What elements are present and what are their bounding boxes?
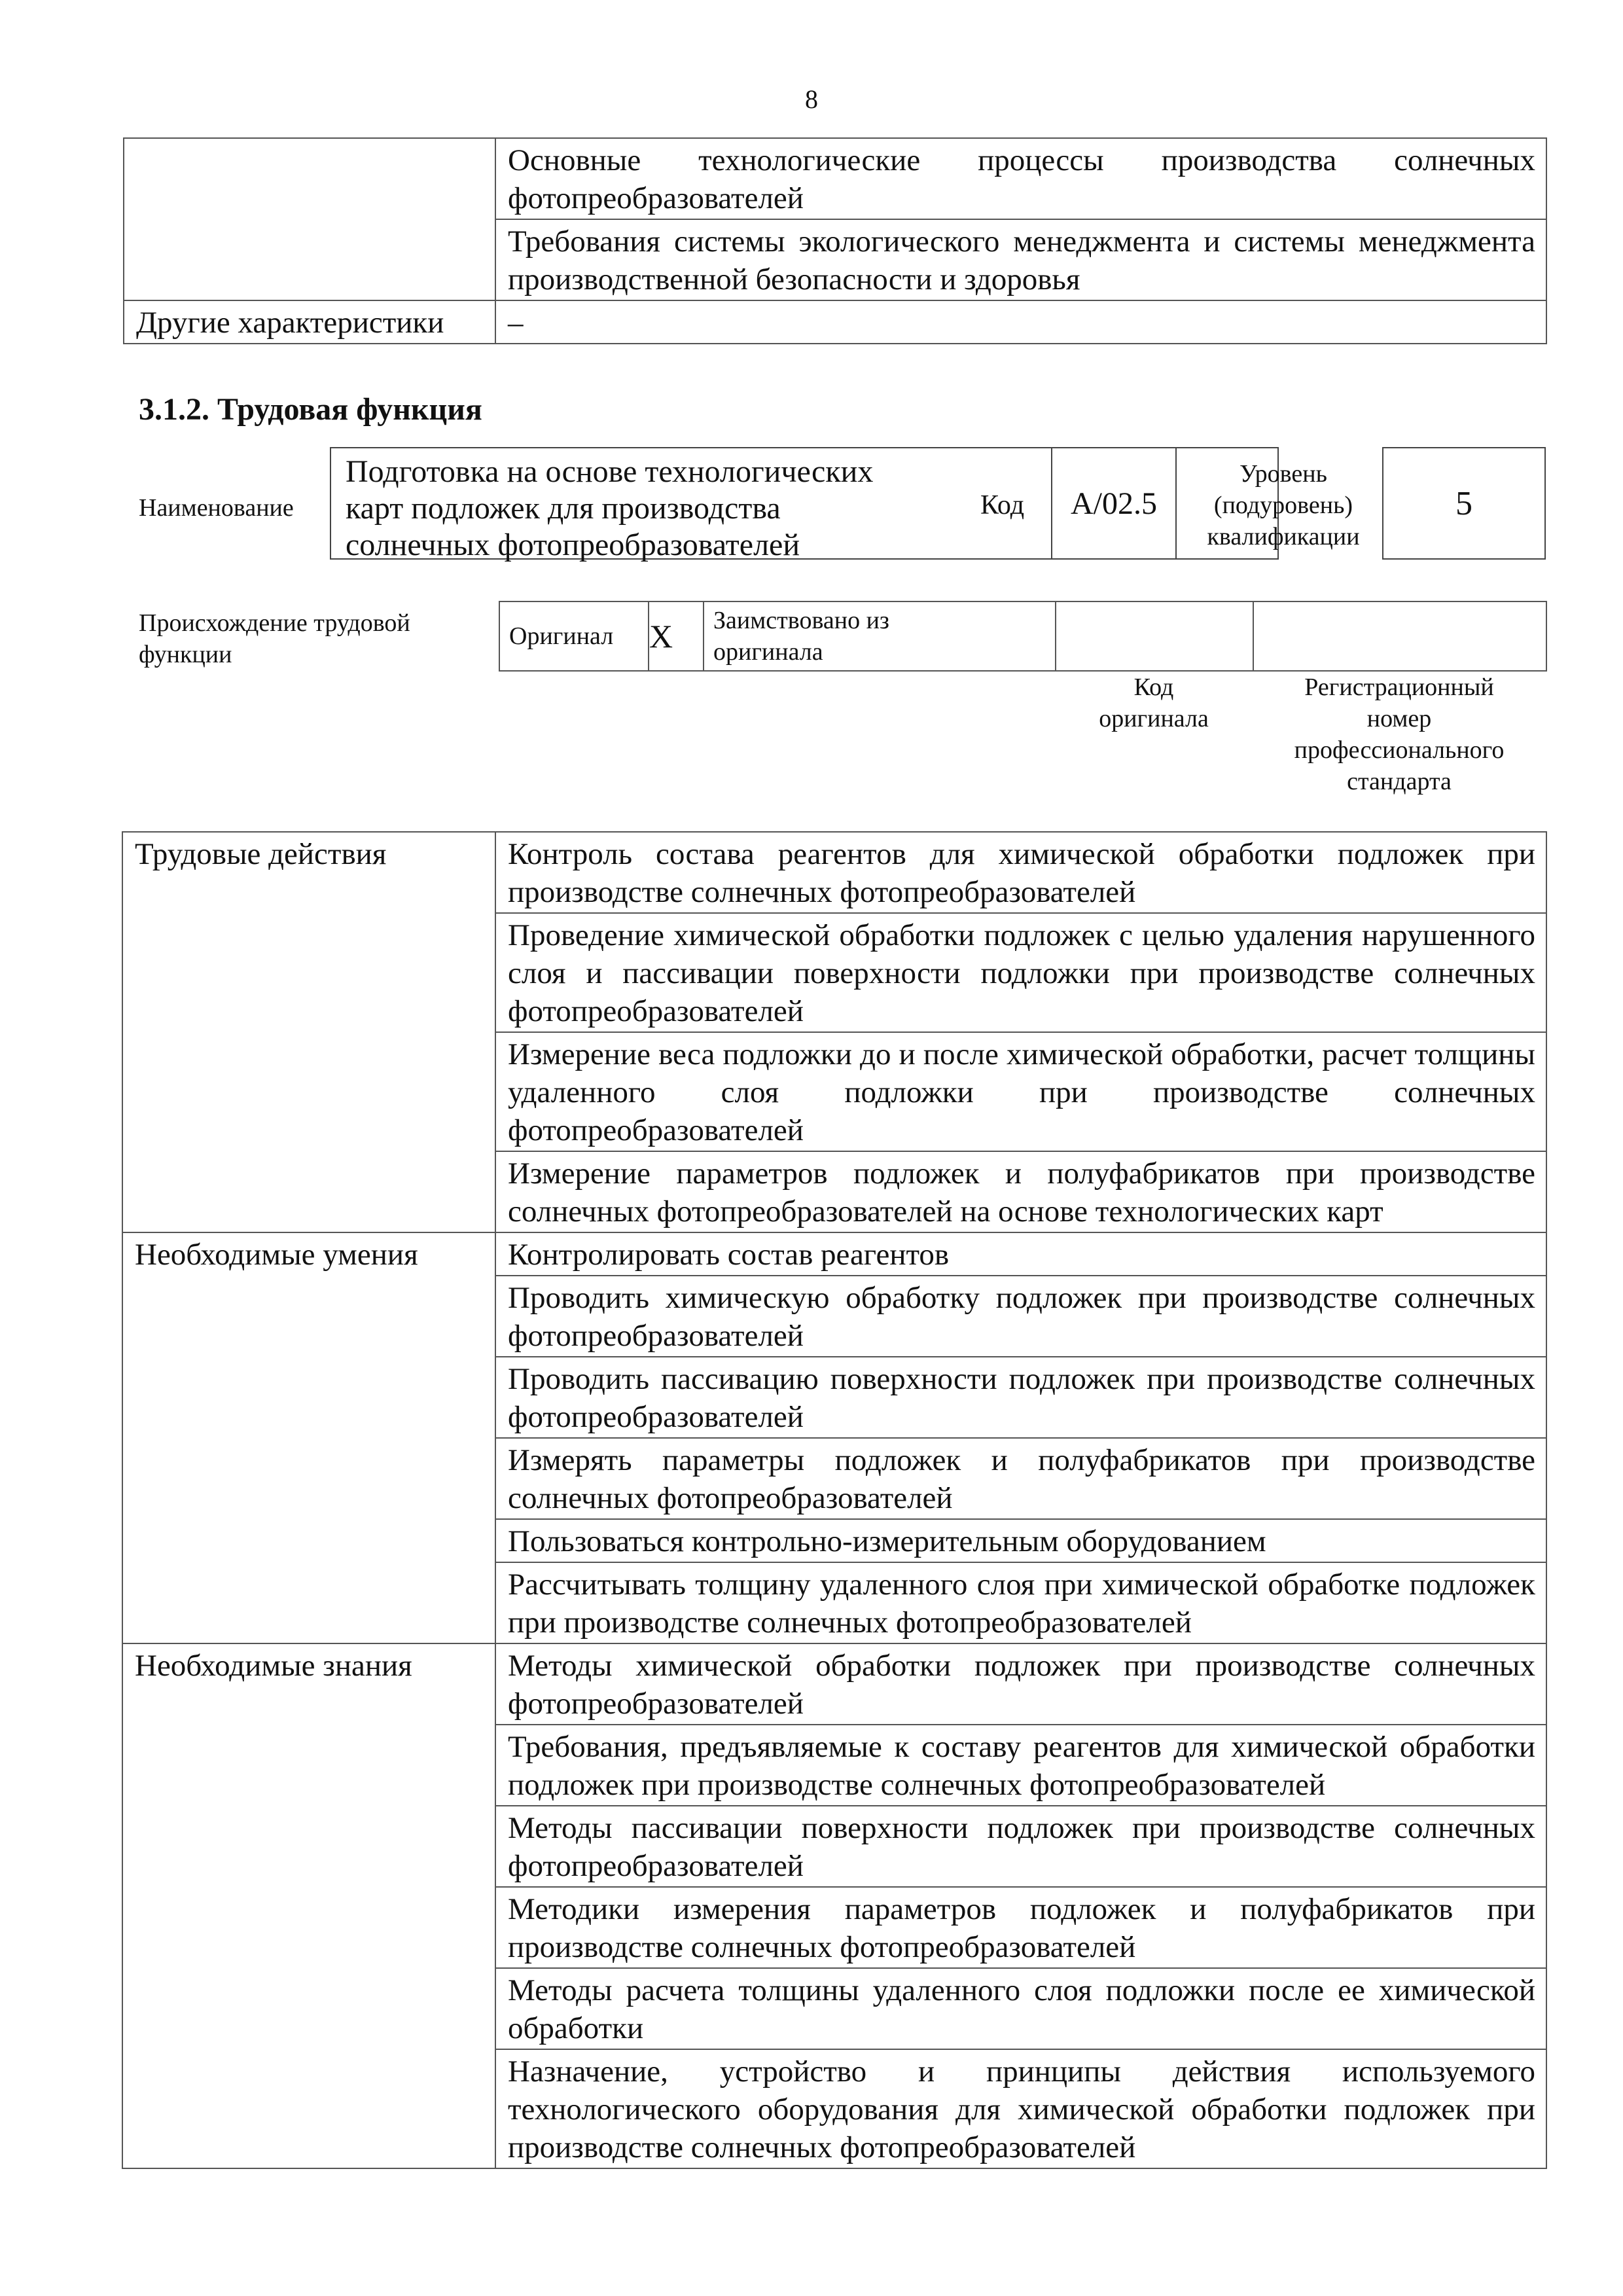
- caption-line: Регистрационный: [1304, 673, 1494, 701]
- table-row: [122, 832, 1546, 913]
- original-code-cell: [1056, 601, 1253, 671]
- qualification-level-value: 5: [1382, 447, 1546, 560]
- top-characteristics-table: [123, 137, 1547, 344]
- knowledge-item: Требования, предъявляемые к составу реагентов для химической обработки подложек при производстве солнечных фотопреобразователей: [495, 1725, 1546, 1806]
- level-label-line: Уровень: [1240, 460, 1327, 488]
- table-row: [122, 1643, 1546, 1725]
- code-label: Код: [980, 490, 1025, 520]
- table-row: [124, 300, 1546, 344]
- caption-line: номер: [1366, 705, 1432, 732]
- labor-action-item: Контроль состава реагентов для химической обработки подложек при производстве солнечных фотопреобразователей: [495, 832, 1546, 913]
- skill-item: Контролировать состав реагентов: [495, 1232, 1546, 1276]
- caption-line: оригинала: [1099, 705, 1209, 732]
- level-label-line: (подуровень): [1213, 492, 1353, 519]
- original-cell: Оригинал: [499, 601, 649, 671]
- origin-table: [499, 601, 1547, 672]
- knowledge-item: Назначение, устройство и принципы действия используемого технологического оборудования для химической обработки подложек при производстве солнечных фотопреобразователей: [495, 2049, 1546, 2168]
- knowledge-item: Методы химической обработки подложек при производстве солнечных фотопреобразователей: [495, 1643, 1546, 1725]
- section-title: 3.1.2. Трудовая функция: [139, 392, 482, 427]
- function-name-line: карт подложек для производства: [346, 491, 781, 526]
- original-mark: X: [649, 601, 704, 671]
- skill-item: Проводить химическую обработку подложек при производстве солнечных фотопреобразователей: [495, 1276, 1546, 1357]
- qualification-level-label: [1198, 458, 1369, 552]
- original-code-caption: [1055, 672, 1253, 734]
- labor-function-table: [122, 831, 1547, 2169]
- registration-number-cell: [1253, 601, 1546, 671]
- borrowed-line: Заимствовано из: [713, 607, 889, 634]
- table-cell: Требования системы экологического менеджмента и системы менеджмента производственной безопасности и здоровья: [495, 219, 1546, 300]
- origin-label: [139, 607, 410, 670]
- origin-label-line: Происхождение трудовой: [139, 609, 410, 637]
- labor-actions-label: Трудовые действия: [122, 832, 495, 1232]
- skill-item: Измерять параметры подложек и полуфабрикатов при производстве солнечных фотопреобразователей: [495, 1438, 1546, 1519]
- caption-line: профессионального: [1294, 736, 1505, 764]
- other-characteristics-label: Другие характеристики: [124, 300, 495, 344]
- knowledge-item: Методы пассивации поверхности подложек при производстве солнечных фотопреобразователей: [495, 1806, 1546, 1887]
- code-value: A/02.5: [1051, 447, 1177, 560]
- labor-action-item: Измерение веса подложки до и после химической обработки, расчет толщины удаленного слоя подложки при производстве солнечных фотопреобразователей: [495, 1032, 1546, 1151]
- knowledge-item: Методики измерения параметров подложек и полуфабрикатов при производстве солнечных фотопреобразователей: [495, 1887, 1546, 1968]
- table-row: [122, 1232, 1546, 1276]
- skill-item: Рассчитывать толщину удаленного слоя при химической обработке подложек при производстве солнечных фотопреобразователей: [495, 1562, 1546, 1643]
- required-knowledge-label: Необходимые знания: [122, 1643, 495, 2168]
- function-name-line: солнечных фотопреобразователей: [346, 528, 800, 562]
- labor-action-item: Измерение параметров подложек и полуфабрикатов при производстве солнечных фотопреобразователей на основе технологических карт: [495, 1151, 1546, 1232]
- empty-label-cell: [124, 138, 495, 300]
- required-skills-label: Необходимые умения: [122, 1232, 495, 1643]
- naming-label: Наименование: [139, 494, 294, 522]
- caption-line: Код: [1133, 673, 1174, 701]
- knowledge-item: Методы расчета толщины удаленного слоя подложки после ее химической обработки: [495, 1968, 1546, 2049]
- borrowed-cell: [704, 601, 1056, 671]
- table-row: [499, 601, 1546, 671]
- table-cell: Основные технологические процессы производства солнечных фотопреобразователей: [495, 138, 1546, 219]
- skill-item: Пользоваться контрольно-измерительным оборудованием: [495, 1519, 1546, 1562]
- skill-item: Проводить пассивацию поверхности подложек при производстве солнечных фотопреобразователей: [495, 1357, 1546, 1438]
- origin-label-line: функции: [139, 641, 232, 668]
- level-label-line: квалификации: [1207, 523, 1360, 550]
- page-number: 8: [805, 84, 818, 114]
- other-characteristics-value: –: [495, 300, 1546, 344]
- function-name-line: Подготовка на основе технологических: [346, 454, 874, 489]
- table-row: [124, 138, 1546, 219]
- labor-action-item: Проведение химической обработки подложек с целью удаления нарушенного слоя и пассивации поверхности подложки при производстве солнечных фотопреобразователей: [495, 913, 1546, 1032]
- registration-number-caption: [1253, 672, 1546, 797]
- borrowed-line: оригинала: [713, 638, 823, 666]
- caption-line: стандарта: [1347, 768, 1452, 795]
